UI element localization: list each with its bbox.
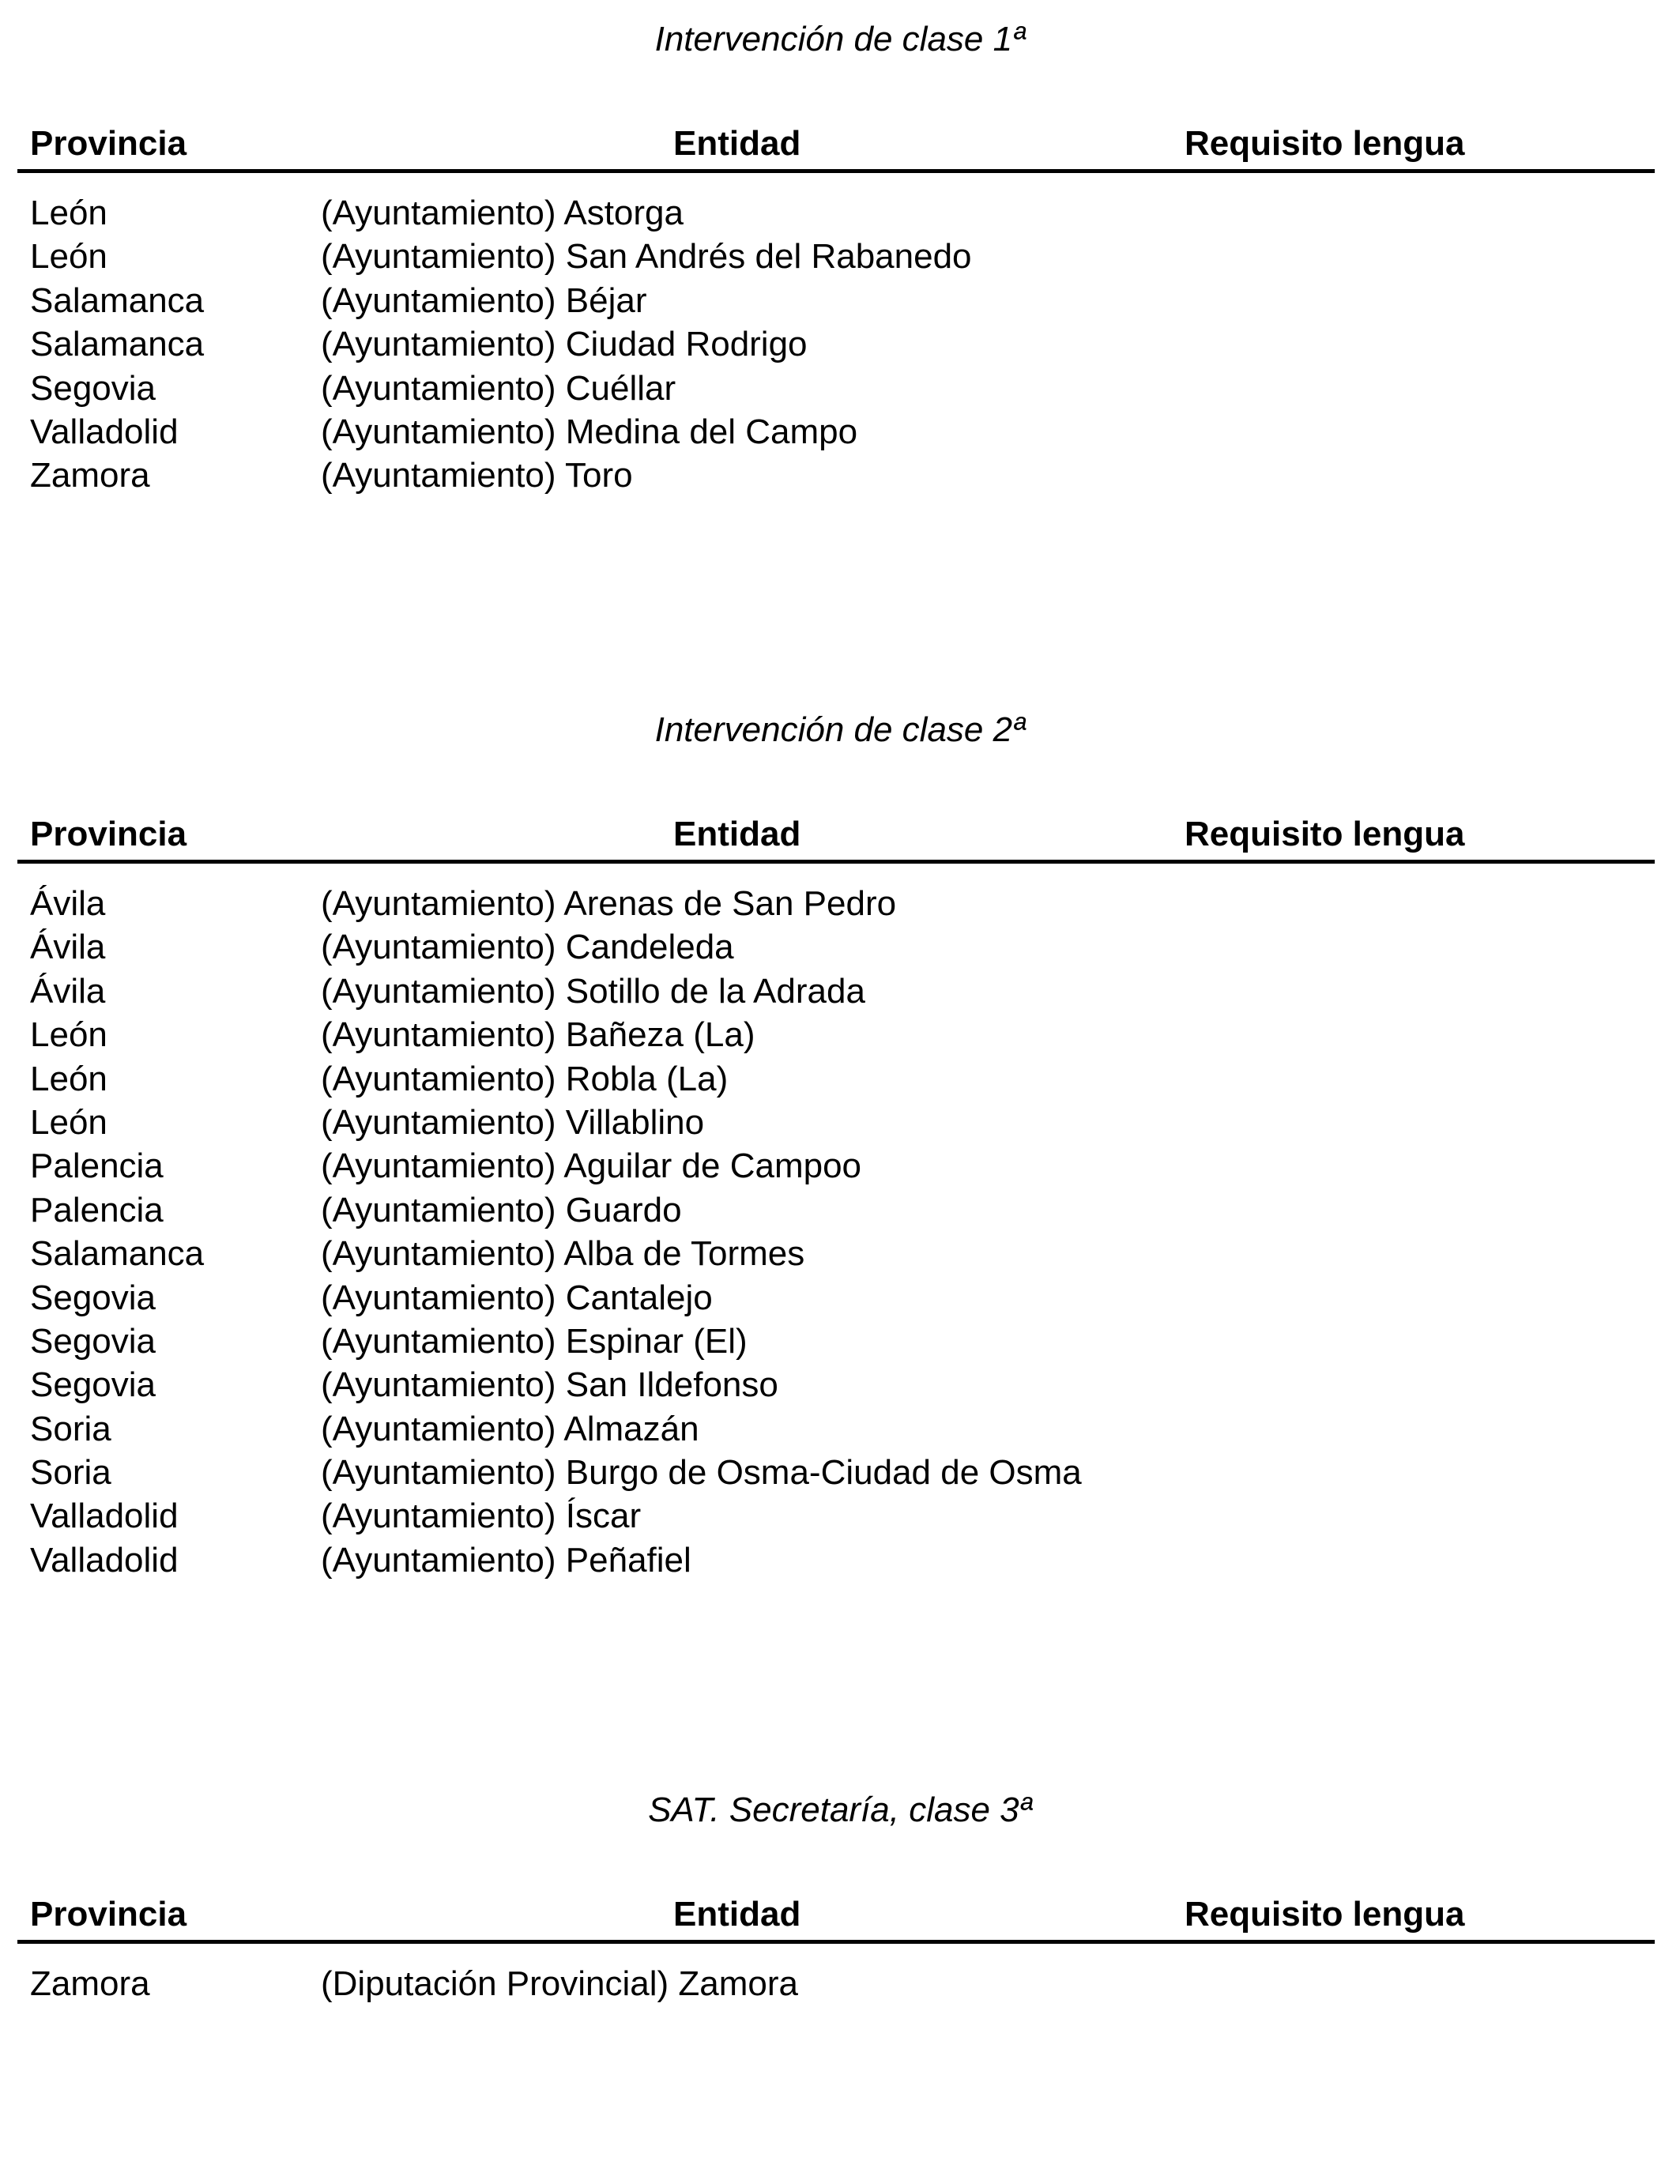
cell-provincia: Valladolid [30,412,179,451]
table-row [30,1962,1650,2005]
cell-provincia: Segovia [30,1365,156,1405]
table-row [30,410,1650,454]
table-header [17,812,1655,864]
cell-entidad: (Ayuntamiento) San Ildefonso [321,1365,778,1405]
section-title: SAT. Secretaría, clase 3ª [648,1791,1032,1829]
cell-entidad: (Ayuntamiento) Bañeza (La) [321,1015,755,1055]
table-row [30,235,1650,278]
cell-entidad: (Ayuntamiento) Sotillo de la Adrada [321,971,865,1011]
cell-entidad: (Ayuntamiento) Toro [321,456,633,495]
cell-entidad: (Ayuntamiento) Robla (La) [321,1059,729,1098]
cell-provincia: Segovia [30,1321,156,1361]
cell-entidad: (Ayuntamiento) Candeleda [321,928,734,967]
cell-entidad: (Ayuntamiento) Alba de Tormes [321,1234,805,1274]
cell-provincia: Soria [30,1453,111,1493]
cell-provincia: Ávila [30,928,106,967]
table-row [30,1101,1650,1144]
cell-provincia: Segovia [30,368,156,408]
table-row [30,1320,1650,1363]
table-row [30,1363,1650,1406]
cell-entidad: (Ayuntamiento) Aguilar de Campoo [321,1147,862,1186]
cell-entidad: (Ayuntamiento) Villablino [321,1102,705,1142]
table-row [30,1188,1650,1232]
header-entidad: Entidad [673,1895,801,1934]
table-row [30,1057,1650,1101]
table-row [30,1232,1650,1275]
cell-entidad: (Ayuntamiento) Peñafiel [321,1540,691,1580]
cell-provincia: Zamora [30,456,150,495]
table-row [30,925,1650,969]
table-row [30,1276,1650,1320]
section-title: Intervención de clase 1ª [654,20,1026,58]
cell-entidad: (Ayuntamiento) Guardo [321,1190,682,1229]
cell-provincia: León [30,1059,107,1098]
table-body [30,882,1650,1582]
cell-entidad: (Ayuntamiento) Medina del Campo [321,412,858,451]
cell-entidad: (Ayuntamiento) Cantalejo [321,1278,713,1317]
table-header [17,122,1655,173]
cell-entidad: (Ayuntamiento) Almazán [321,1409,699,1448]
cell-provincia: León [30,194,107,232]
cell-provincia: Ávila [30,884,106,923]
cell-entidad: (Ayuntamiento) Burgo de Osma-Ciudad de Osma [321,1453,1082,1493]
cell-provincia: León [30,1102,107,1142]
header-entidad: Entidad [673,124,801,163]
table-row [30,191,1650,235]
header-requisito-lengua: Requisito lengua [1185,124,1465,163]
table-row [30,367,1650,410]
table-row [30,1494,1650,1538]
cell-provincia: Ávila [30,971,106,1011]
section-title: Intervención de clase 2ª [654,710,1026,749]
table-row [30,279,1650,322]
cell-provincia: Segovia [30,1278,156,1317]
cell-provincia: Salamanca [30,281,205,320]
cell-entidad: (Ayuntamiento) Espinar (El) [321,1321,748,1361]
cell-entidad: (Ayuntamiento) San Andrés del Rabanedo [321,237,972,277]
cell-provincia: León [30,1015,107,1055]
table-header [17,1892,1655,1944]
cell-entidad: (Ayuntamiento) Astorga [321,194,684,232]
cell-entidad: (Ayuntamiento) Ciudad Rodrigo [321,325,808,364]
table-row [30,322,1650,366]
table-row [30,1538,1650,1582]
cell-provincia: Valladolid [30,1540,179,1580]
cell-entidad: (Ayuntamiento) Cuéllar [321,368,676,408]
table-row [30,1407,1650,1451]
cell-provincia: Salamanca [30,325,205,364]
header-provincia: Provincia [30,124,187,163]
table-body [30,191,1650,498]
cell-provincia: Soria [30,1409,111,1448]
table-row [30,970,1650,1013]
header-provincia: Provincia [30,1895,187,1934]
cell-provincia: Palencia [30,1147,164,1186]
header-requisito-lengua: Requisito lengua [1185,1895,1465,1934]
cell-provincia: Palencia [30,1190,164,1229]
cell-provincia: Zamora [30,1964,150,2003]
cell-provincia: Salamanca [30,1234,205,1274]
table-body [30,1962,1650,2005]
cell-entidad: (Ayuntamiento) Íscar [321,1497,642,1536]
header-requisito-lengua: Requisito lengua [1185,815,1465,853]
cell-entidad: (Diputación Provincial) Zamora [321,1964,798,2003]
cell-entidad: (Ayuntamiento) Arenas de San Pedro [321,884,897,923]
header-entidad: Entidad [673,815,801,853]
table-row [30,1013,1650,1056]
cell-provincia: León [30,237,107,277]
cell-provincia: Valladolid [30,1497,179,1536]
table-row [30,454,1650,497]
header-provincia: Provincia [30,815,187,853]
cell-entidad: (Ayuntamiento) Béjar [321,281,647,320]
table-row [30,1451,1650,1494]
table-row [30,882,1650,925]
table-row [30,1144,1650,1188]
